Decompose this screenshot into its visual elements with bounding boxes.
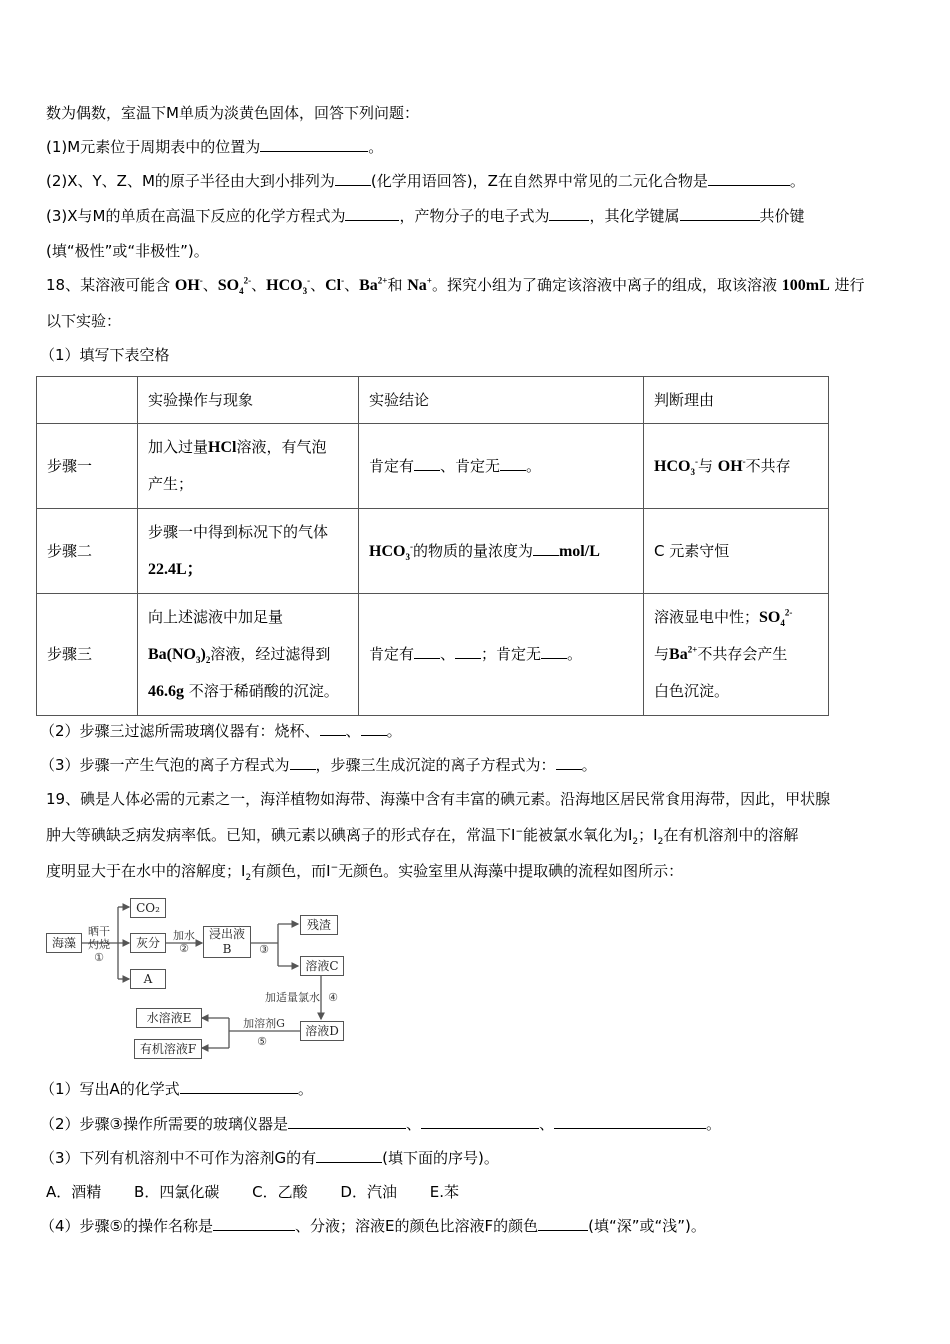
option-d: D．汽油 <box>340 1183 397 1201</box>
q19-sub2: （2）步骤③操作所需要的玻璃仪器是 、 、 。 <box>40 1115 722 1133</box>
operation-cell: 向上述滤液中加足量 $Ba(NO_3)_2$溶液，经过滤得到 46.6g 不溶于稀硝酸的沉淀。 <box>138 594 359 716</box>
step-label: 步骤二 <box>37 509 138 594</box>
experiment-table <box>36 376 829 716</box>
step5-label: 加溶剂G <box>243 1017 285 1030</box>
q17-part3-hint: (填“极性”或“非极性”)。 <box>46 242 209 260</box>
conclusion-cell: 肯定有 、 ；肯定无 。 <box>359 594 644 716</box>
q18-sub3: （3）步骤一产生气泡的离子方程式为 ，步骤三生成沉淀的离子方程式为： 。 <box>40 756 597 774</box>
q18-stem: 18、某溶液可能含 OH-、$SO_4^{2-}$、$HCO_3^-$、Cl-、$Ba^{2+}$和 Na+。探究小组为了确定该溶液中离子的组成，取该溶液 100mL 进行 <box>46 275 865 297</box>
q18-sub1: （1）填写下表空格 <box>40 346 170 364</box>
operation-cell: 步骤一中得到标况下的气体 22.4L； <box>138 509 359 594</box>
answer-blank[interactable] <box>556 755 582 770</box>
answer-blank[interactable] <box>260 137 368 152</box>
option-c: C．乙酸 <box>252 1183 308 1201</box>
answer-blank[interactable] <box>320 721 346 736</box>
table-row <box>37 509 829 594</box>
step-label: 步骤一 <box>37 424 138 509</box>
reason-cell: $HCO_3^-$与 OH-不共存 <box>644 424 829 509</box>
answer-blank[interactable] <box>708 171 790 186</box>
conclusion-cell: $HCO_3^-$的物质的量浓度为 mol/L <box>359 509 644 594</box>
step4-num: ④ <box>328 991 338 1004</box>
table-row <box>37 424 829 509</box>
box-solution-d: 溶液D <box>300 1021 344 1041</box>
answer-blank[interactable] <box>533 541 559 556</box>
table-header-cell: 实验操作与现象 <box>138 377 359 424</box>
answer-blank[interactable] <box>316 1148 382 1163</box>
step1-label: 晒干 灼烧 ① <box>88 925 110 964</box>
q19-sub4: （4）步骤⑤的操作名称是 、分液；溶液E的颜色比溶液F的颜色 (填“深”或“浅”)。 <box>40 1217 706 1235</box>
answer-blank[interactable] <box>414 456 440 471</box>
step2-label: 加水 ② <box>173 929 195 955</box>
table-header-cell: 判断理由 <box>644 377 829 424</box>
q19-sub3: （3）下列有机溶剂中不可作为溶剂G的有 (填下面的序号)。 <box>40 1149 499 1167</box>
step4-label: 加适量氯水 <box>265 991 320 1004</box>
option-a: A．酒精 <box>46 1183 102 1201</box>
answer-blank[interactable] <box>421 1114 539 1129</box>
answer-blank[interactable] <box>180 1079 298 1094</box>
answer-blank[interactable] <box>288 1114 406 1129</box>
q17-intro: 数为偶数，室温下M单质为淡黄色固体，回答下列问题： <box>46 104 419 122</box>
option-e: E.苯 <box>429 1183 459 1201</box>
q19-stem-line2: 肿大等碘缺乏病发病率低。已知，碘元素以碘离子的形式存在，常温下I−能被氯水氧化为$I_2$；$I_2$在有机溶剂中的溶解 <box>46 826 799 847</box>
q19-options <box>46 1182 487 1202</box>
reason-cell: C 元素守恒 <box>644 509 829 594</box>
q19-stem-line1: 19、碘是人体必需的元素之一，海洋植物如海带、海藻中含有丰富的碘元素。沿海地区居民常食用海带，因此，甲状腺 <box>46 790 831 808</box>
box-organic-f: 有机溶液F <box>134 1039 202 1059</box>
answer-blank[interactable] <box>549 206 589 221</box>
box-co2: CO₂ <box>130 898 166 918</box>
answer-blank[interactable] <box>345 206 399 221</box>
answer-blank[interactable] <box>680 206 760 221</box>
q18-sub2: （2）步骤三过滤所需玻璃仪器有：烧杯、 、 。 <box>40 722 402 740</box>
option-b: B．四氯化碳 <box>134 1183 220 1201</box>
step-label: 步骤三 <box>37 594 138 716</box>
q19-stem-line3: 度明显大于在水中的溶解度；$I_2$有颜色，而I−无颜色。实验室里从海藻中提取碘的流程如图所示： <box>46 862 684 883</box>
q17-part1: (1)M元素位于周期表中的位置为 。 <box>46 138 384 156</box>
box-residue: 残渣 <box>300 915 338 935</box>
operation-cell: 加入过量HCl溶液，有气泡 产生； <box>138 424 359 509</box>
answer-blank[interactable] <box>455 644 481 659</box>
table-header-cell: 实验结论 <box>359 377 644 424</box>
answer-blank[interactable] <box>213 1216 295 1231</box>
q19-sub1: （1）写出A的化学式 。 <box>40 1080 313 1098</box>
reason-cell: 溶液显电中性；$SO_4^{2-}$ 与$Ba^{2+}$不共存会产生 白色沉淀。 <box>644 594 829 716</box>
answer-blank[interactable] <box>554 1114 706 1129</box>
table-header-cell <box>37 377 138 424</box>
answer-blank[interactable] <box>361 721 387 736</box>
box-a: A <box>130 969 166 989</box>
q17-part2: (2)X、Y、Z、M的原子半径由大到小排列为 (化学用语回答)，Z在自然界中常见的二元化合物是 。 <box>46 172 805 190</box>
q17-part3: (3)X与M的单质在高温下反应的化学方程式为 ，产物分子的电子式为 ，其化学键属 共价键 <box>46 207 805 225</box>
q18-stem-line2: 以下实验： <box>46 312 122 330</box>
answer-blank[interactable] <box>335 171 371 186</box>
box-ash: 灰分 <box>130 933 166 953</box>
iodine-extraction-flowchart <box>44 893 356 1063</box>
table-header-row <box>37 377 829 424</box>
box-seaweed: 海藻 <box>46 933 82 953</box>
box-leachate-b: 浸出液 B <box>203 926 251 958</box>
box-solution-c: 溶液C <box>300 956 344 976</box>
answer-blank[interactable] <box>290 755 316 770</box>
answer-blank[interactable] <box>541 644 567 659</box>
step3-label: ③ <box>259 943 269 956</box>
step5-num: ⑤ <box>257 1035 267 1048</box>
conclusion-cell: 肯定有 、肯定无 。 <box>359 424 644 509</box>
box-aqueous-e: 水溶液E <box>136 1008 202 1028</box>
answer-blank[interactable] <box>500 456 526 471</box>
table-row <box>37 594 829 716</box>
answer-blank[interactable] <box>538 1216 588 1231</box>
answer-blank[interactable] <box>414 644 440 659</box>
